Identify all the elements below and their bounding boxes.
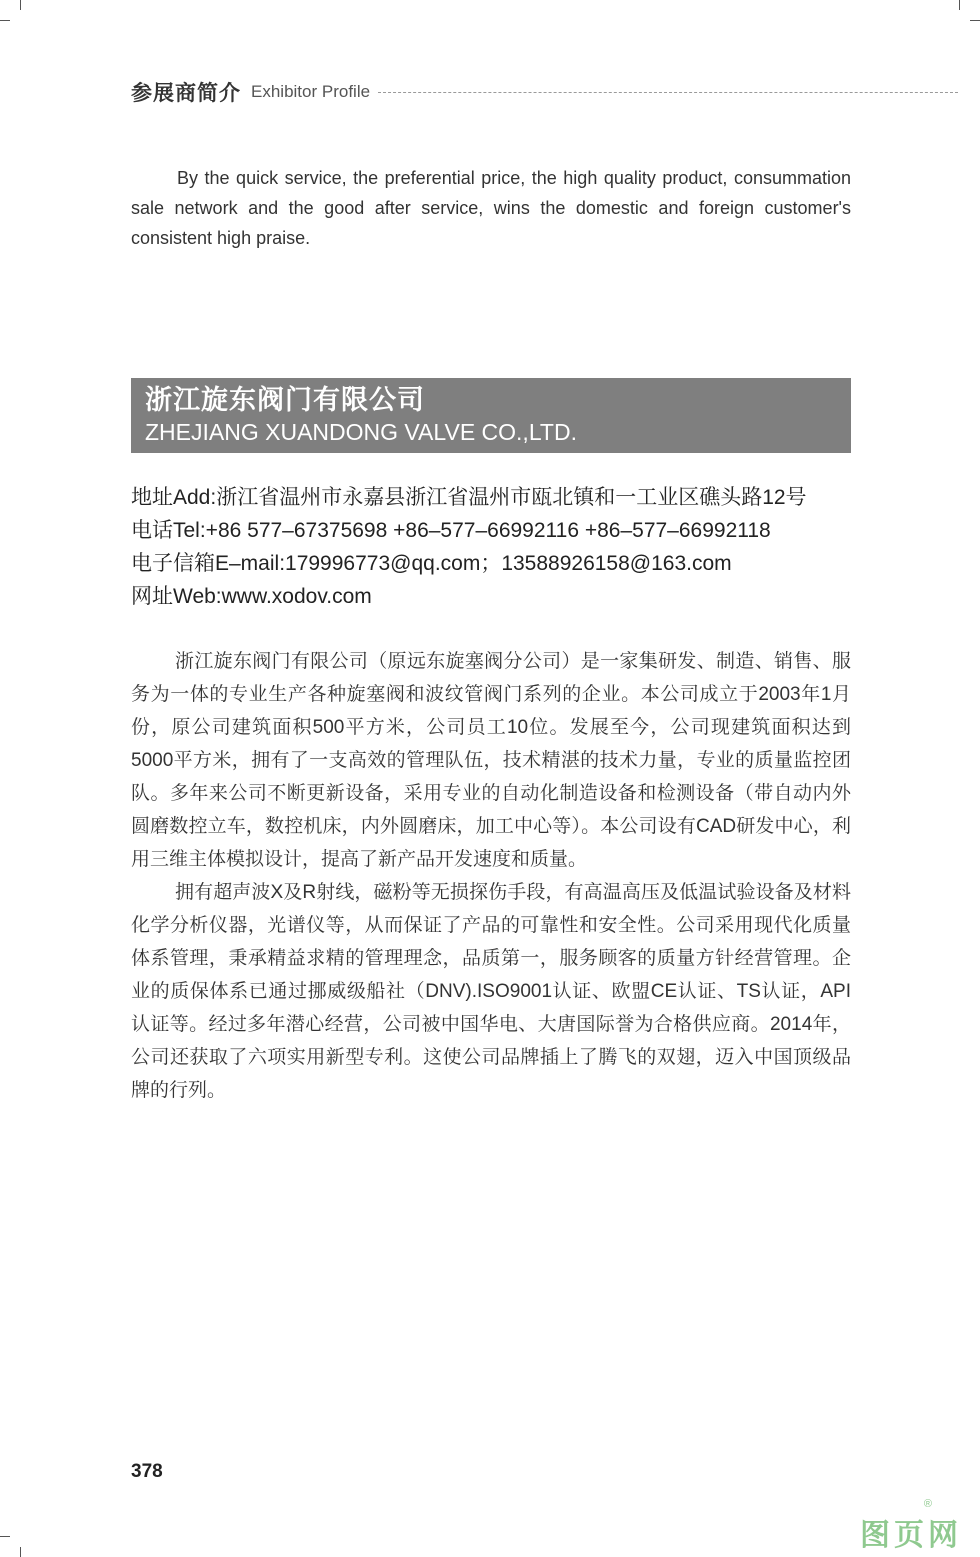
company-description xyxy=(131,645,851,1107)
page-header xyxy=(131,78,958,106)
intro-paragraph: By the quick service, the preferential price, the high quality product, consummation sale network and the good after service, wins the domestic and foreign customer's consistent high praise. xyxy=(131,168,851,248)
header-title-cn: 参展商简介 xyxy=(131,82,241,105)
contact-block xyxy=(131,481,871,613)
watermark-logo xyxy=(860,1498,962,1554)
watermark-text: 图页网 xyxy=(860,1519,962,1552)
crop-mark xyxy=(0,20,10,21)
description-paragraph: 浙江旋东阀门有限公司（原远东旋塞阀分公司）是一家集研发、制造、销售、服务为一体的专业生产各种旋塞阀和波纹管阀门系列的企业。本公司成立于2003年1月份，原公司建筑面积500平方米，公司员工10位。发展至今，公司现建筑面积达到5000平方米，拥有了一支高效的管理队伍，技术精湛的技术力量，专业的质量监控团队。多年来公司不断更新设备，采用专业的自动化制造设备和检测设备（带自动内外圆磨数控立车，数控机床，内外圆磨床，加工中心等）。本公司设有CAD研发中心，利用三维主体模拟设计，提高了新产品开发速度和质量。 xyxy=(131,651,851,870)
company-banner xyxy=(131,378,851,453)
contact-email: 电子信箱E–mail:179996773@qq.com；13588926158@163.com xyxy=(131,552,732,575)
page-number: 378 xyxy=(131,1461,163,1482)
header-title-en: Exhibitor Profile xyxy=(251,82,371,101)
company-name-en: ZHEJIANG XUANDONG VALVE CO.,LTD. xyxy=(145,419,577,445)
contact-phone: 电话Tel:+86 577–67375698 +86–577–66992116 +86–577–66992118 xyxy=(131,519,771,542)
crop-mark xyxy=(959,0,960,10)
company-name-cn: 浙江旋东阀门有限公司 xyxy=(145,385,425,415)
crop-mark xyxy=(20,0,21,10)
crop-mark xyxy=(20,1547,21,1557)
registered-mark: ® xyxy=(923,1498,932,1510)
contact-web: 网址Web:www.xodov.com xyxy=(131,585,372,608)
description-paragraph: 拥有超声波X及R射线，磁粉等无损探伤手段，有高温高压及低温试验设备及材料化学分析仪器，光谱仪等，从而保证了产品的可靠性和安全性。公司采用现代化质量体系管理，秉承精益求精的管理理念，品质第一，服务顾客的质量方针经营管理。企业的质保体系已通过挪威级船社（DNV).ISO9001认证、欧盟CE认证、TS认证，API认证等。经过多年潜心经营，公司被中国华电、大唐国际誉为合格供应商。2014年，公司还获取了六项实用新型专利。这使公司品牌插上了腾飞的双翅，迈入中国顶级品牌的行列。 xyxy=(131,882,851,1101)
header-divider xyxy=(378,92,958,93)
crop-mark xyxy=(970,20,980,21)
crop-mark xyxy=(0,1536,10,1537)
contact-address: 地址Add:浙江省温州市永嘉县浙江省温州市瓯北镇和一工业区礁头路12号 xyxy=(131,486,807,509)
